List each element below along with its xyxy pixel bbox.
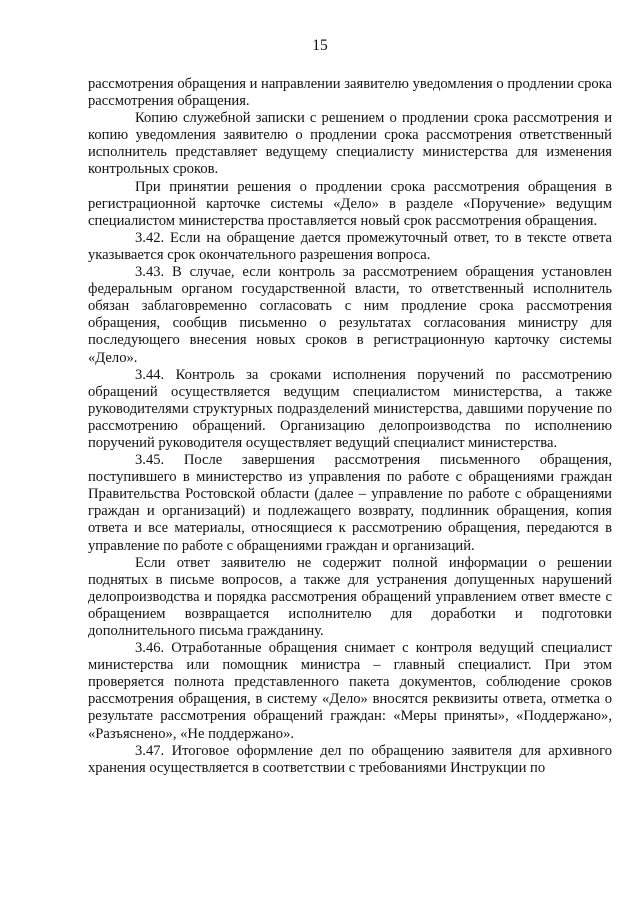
paragraph-memo-copy: Копию служебной записки с решением о продлении срока рассмотрения и копию уведомления заявителю о продлении срока рассмотрения ответственный исполнитель представляет ведущему специалисту министерства для изменения контрольных сроков. [88,110,612,178]
paragraph-3-42: 3.42. Если на обращение дается промежуточный ответ, то в тексте ответа указывается срок окончательного разрешения вопроса. [88,229,612,263]
paragraph-3-43: 3.43. В случае, если контроль за рассмотрением обращения установлен федеральным органом государственной власти, то ответственный исполнитель обязан заблаговременно согласовать с ним продление срока рассмотрения обращения, сообщив письменно о результатах согласования министру для последующего внесения новых сроков в регистрационную карточку системы «Дело». [88,264,612,366]
paragraph-3-46: 3.46. Отработанные обращения снимает с контроля ведущий специалист министерства или помощник министра – главный специалист. При этом проверяется полнота представленного пакета документов, соблюдение сроков рассмотрения обращения, в систему «Дело» вносятся реквизиты ответа, отметка о результате рассмотрения обращений граждан: «Меры приняты», «Поддержано», «Разъяснено», «Не поддержано». [88,640,612,742]
paragraph-incomplete-answer: Если ответ заявителю не содержит полной информации о решении поднятых в письме вопросов, а также для устранения допущенных нарушений делопроизводства и порядка рассмотрения обращений управлением ответ вместе с обращением возвращается исполнителю для доработки и подготовки дополнительного письма гражданину. [88,554,612,639]
page-number: 15 [312,37,328,54]
body-text [88,76,612,777]
paragraph-3-45: 3.45. После завершения рассмотрения письменного обращения, поступившего в министерство из управления по работе с обращениями граждан Правительства Ростовской области (далее – управление по работе с обращениями граждан и организаций) и подлежащего возврату, подлинник обращения, копия ответа и все материалы, относящиеся к рассмотрению обращения, передаются в управление по работе с обращениями граждан и организаций. [88,452,612,554]
paragraph-continuation: рассмотрения обращения и направлении заявителю уведомления о продлении срока рассмотрения обращения. [88,76,613,110]
paragraph-3-44: 3.44. Контроль за сроками исполнения поручений по рассмотрению обращений осуществляется ведущим специалистом министерства, а также руководителями структурных подразделений министерства, давшими поручение по рассмотрению обращений. Организацию делопроизводства по исполнению поручений руководителя осуществляет ведущий специалист министерства. [88,366,612,451]
paragraph-3-47: 3.47. Итоговое оформление дел по обращению заявителя для архивного хранения осуществляется в соответствии с требованиями Инструкции по [88,742,612,776]
paragraph-extension-decision: При принятии решения о продлении срока рассмотрения обращения в регистрационной карточке системы «Дело» в разделе «Поручение» ведущим специалистом министерства проставляется новый срок рассмотрения обращения. [88,178,612,229]
